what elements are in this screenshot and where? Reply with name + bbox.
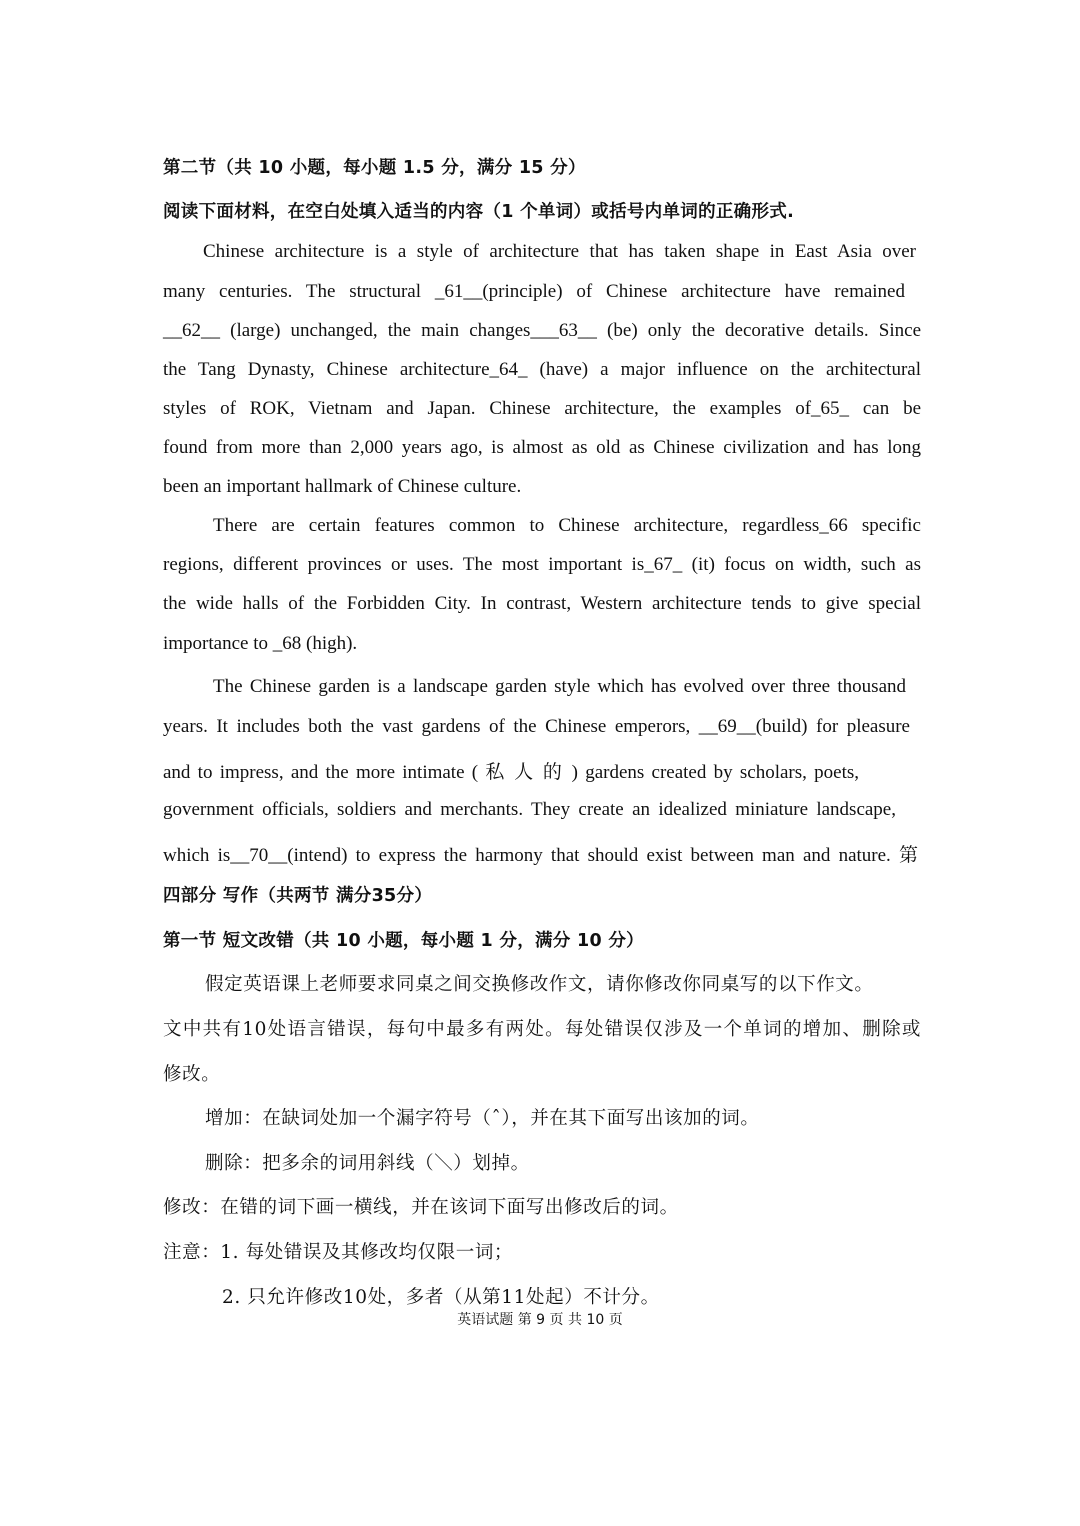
- passage-line: styles of ROK, Vietnam and Japan. Chinese architecture, the examples of_65_ can be: [163, 398, 921, 419]
- error-correction-heading: 第一节 短文改错（共 10 小题，每小题 1 分，满分 10 分）: [163, 931, 644, 951]
- passage-line: __62__ (large) unchanged, the main changes___63__ (be) only the decorative details. Since: [163, 320, 921, 341]
- passage-line: government officials, soldiers and merchants. They create an idealized miniature landscape,: [163, 799, 896, 820]
- passage-line: There are certain features common to Chinese architecture, regardless_66 specific: [213, 515, 921, 536]
- passage-line: the Tang Dynasty, Chinese architecture_64_ (have) a major influence on the architectural: [163, 359, 921, 380]
- intro-line: 修改。: [163, 1064, 221, 1085]
- intro-line: 文中共有10处语言错误，每句中最多有两处。每处错误仅涉及一个单词的增加、删除或: [163, 1019, 921, 1040]
- passage-line: and to impress, and the more intimate ( 私 人 的 ) gardens created by scholars, poets,: [163, 762, 859, 783]
- delete-rule: 删除：把多余的词用斜线（＼）划掉。: [205, 1153, 530, 1174]
- add-rule: 增加：在缺词处加一个漏字符号（ˆ），并在其下面写出该加的词。: [205, 1108, 760, 1129]
- note-2: 2. 只允许修改10处，多者（从第11处起）不计分。: [222, 1287, 660, 1308]
- passage-line: which is__70__(intend) to express the harmony that should exist between man and nature. 第: [163, 845, 918, 866]
- passage-line: the wide halls of the Forbidden City. In contrast, Western architecture tends to give special: [163, 593, 921, 614]
- part4-heading: 四部分 写作（共两节 满分35分）: [163, 886, 433, 906]
- passage-line: found from more than 2,000 years ago, is almost as old as Chinese civilization and has long: [163, 437, 921, 458]
- passage-line: years. It includes both the vast gardens of the Chinese emperors, __69__(build) for pleasure: [163, 716, 910, 737]
- passage-line: importance to _68 (high).: [163, 633, 358, 654]
- passage-line: regions, different provinces or uses. The most important is_67_ (it) focus on width, such as: [163, 554, 921, 575]
- intro-line: 假定英语课上老师要求同桌之间交换修改作文，请你修改你同桌写的以下作文。: [205, 974, 874, 995]
- note-1: 注意：1. 每处错误及其修改均仅限一词；: [163, 1242, 514, 1263]
- section2-heading: 第二节（共 10 小题，每小题 1.5 分，满分 15 分）: [163, 158, 586, 178]
- passage-line: Chinese architecture is a style of architecture that has taken shape in East Asia over: [203, 241, 916, 262]
- passage-line: The Chinese garden is a landscape garden style which has evolved over three thousand: [213, 676, 906, 697]
- section2-instruction: 阅读下面材料，在空白处填入适当的内容（1 个单词）或括号内单词的正确形式.: [163, 202, 795, 222]
- passage-line: many centuries. The structural _61__(principle) of Chinese architecture have remained: [163, 281, 905, 302]
- passage-line: been an important hallmark of Chinese culture.: [163, 476, 522, 497]
- page-footer: 英语试题 第 9 页 共 10 页: [457, 1312, 623, 1328]
- modify-rule: 修改：在错的词下画一横线，并在该词下面写出修改后的词。: [163, 1197, 679, 1218]
